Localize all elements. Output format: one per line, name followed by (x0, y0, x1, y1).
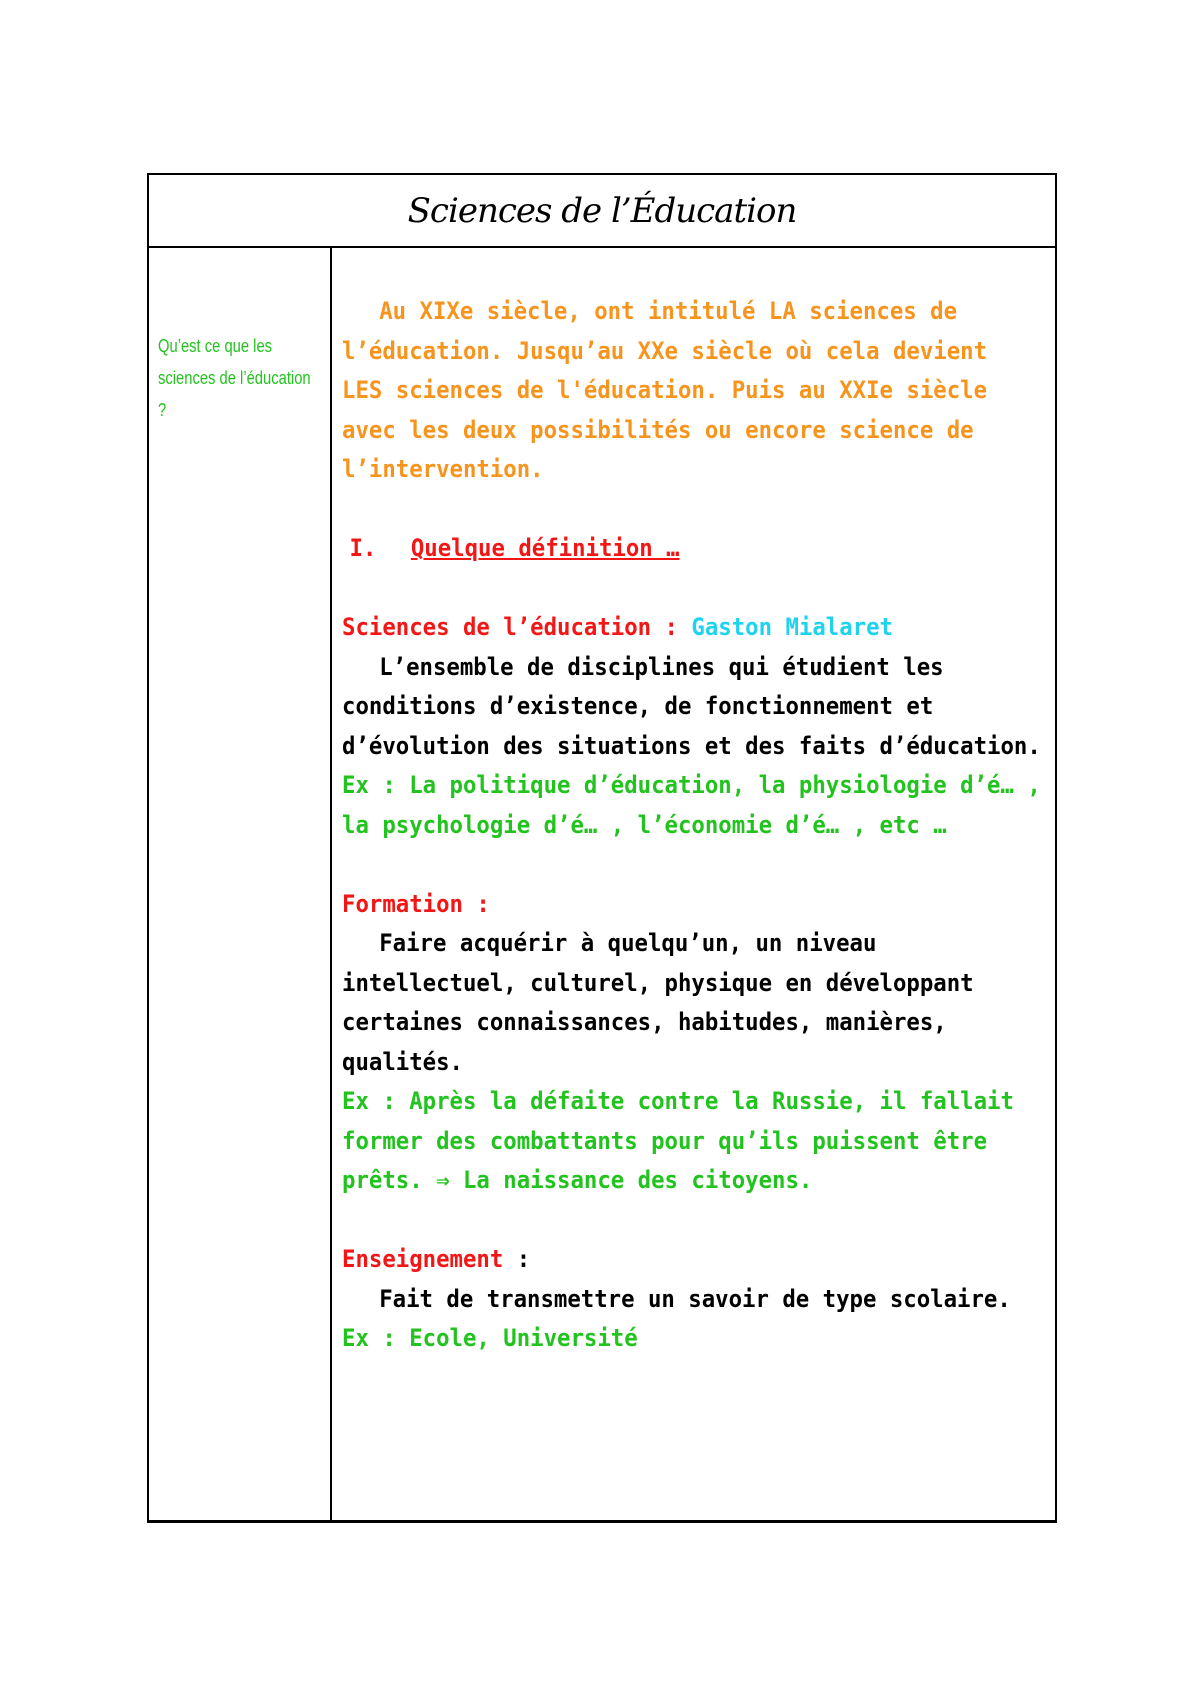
spacer (342, 845, 993, 885)
example-line: Ex : La politique d’éducation, la physiologie d’é… , (342, 771, 1041, 799)
spacer (342, 569, 993, 609)
definition-term: Formation : (342, 889, 490, 918)
definition-term-suffix: : (503, 1245, 531, 1273)
definition-text-line: intellectuel, culturel, physique en développant (342, 968, 974, 997)
example-line: prêts. ⇒ La naissance des citoyens. (342, 1166, 813, 1194)
section-heading (342, 529, 993, 569)
definition-text-line: Faire acquérir à quelqu’un, un niveau (379, 929, 877, 957)
definition-text-line: conditions d’existence, de fonctionnement et (342, 692, 934, 720)
definition-term: Enseignement (342, 1245, 504, 1273)
question-text: Qu’est ce que les sciences de l’éducation ? (158, 336, 311, 420)
example-line: la psychologie d’é… , l’économie d’é… , etc … (342, 810, 947, 839)
definition-text-line: d’évolution des situations et des faits d’éducation. (342, 731, 1041, 760)
title-row (149, 175, 1055, 248)
definition-author: Gaston Mialaret (691, 613, 893, 641)
question-column (149, 248, 332, 1520)
section-number: I. (349, 534, 377, 562)
intro-line: l’intervention. (342, 455, 544, 483)
definition-term-line (342, 1240, 993, 1280)
intro-line: LES sciences de l'éducation. Puis au XXIe siècle (342, 376, 988, 404)
notes-table (147, 173, 1057, 1523)
example-line: former des combattants pour qu’ils puissent être (342, 1126, 988, 1155)
example-line: Ex : Après la défaite contre la Russie, il fallait (342, 1087, 1014, 1115)
section-title: Quelque définition … (410, 534, 680, 562)
spacer (342, 490, 993, 530)
definition-text-line: qualités. (342, 1047, 463, 1076)
notes-content (342, 292, 1041, 1359)
definition-term: Sciences de l’éducation : (342, 613, 692, 641)
definition-term-line (342, 608, 993, 648)
example-line: Ex : Ecole, Université (342, 1324, 638, 1352)
document-title: Sciences de l’Éducation (407, 190, 797, 231)
definition-text-line: L’ensemble de disciplines qui étudient les (379, 652, 944, 681)
notes-column (332, 248, 1055, 1520)
definition-text-line: certaines connaissances, habitudes, manières, (342, 1008, 947, 1036)
intro-line: l’éducation. Jusqu’au XXe siècle où cela devient (342, 336, 988, 365)
spacer (342, 1201, 993, 1241)
intro-line: avec les deux possibilités ou encore science de (342, 415, 974, 444)
intro-line: Au XIXe siècle, ont intitulé LA sciences de (379, 297, 958, 325)
definition-text-line: Fait de transmettre un savoir de type scolaire. (379, 1284, 1011, 1313)
